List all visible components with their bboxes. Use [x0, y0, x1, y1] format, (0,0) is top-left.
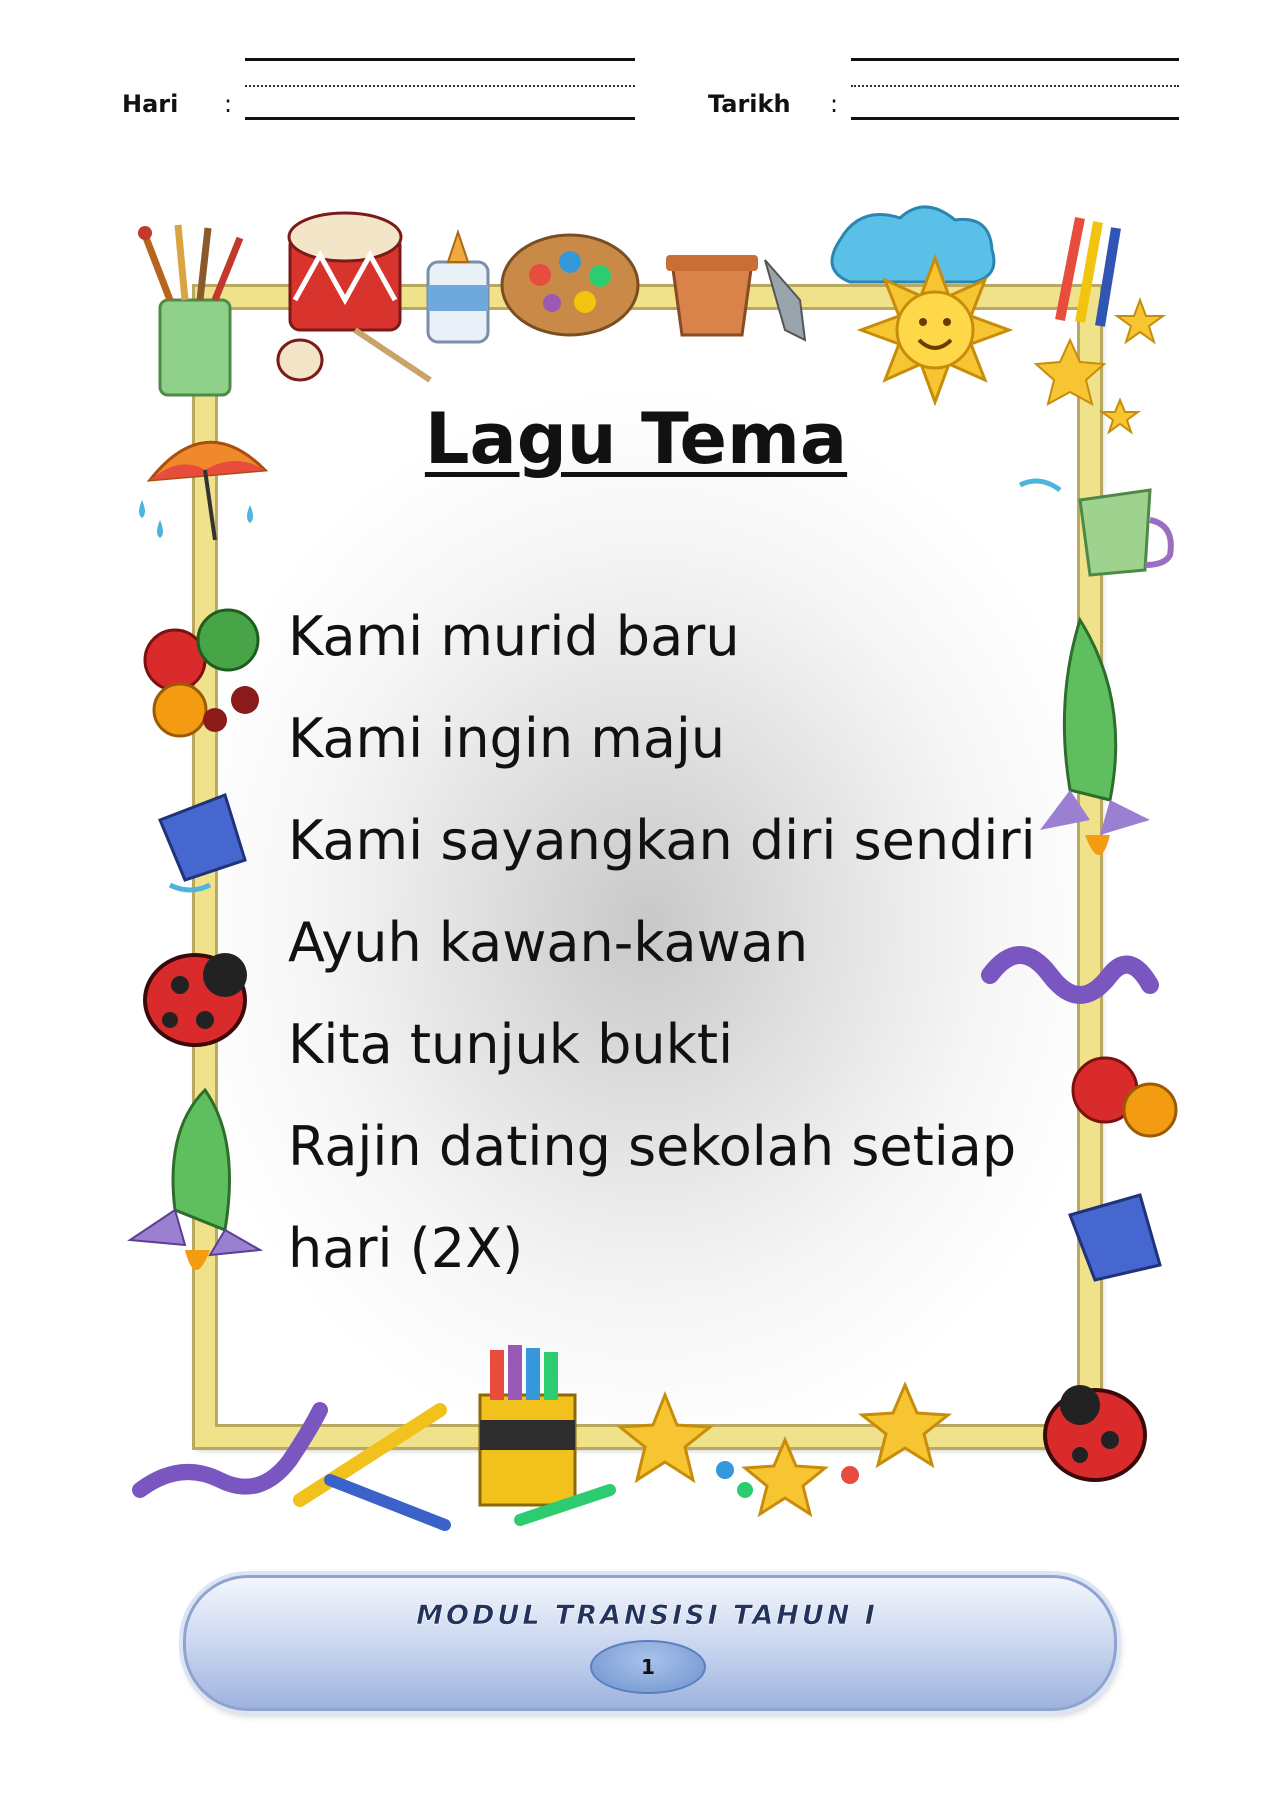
water-pitcher-icon: [160, 795, 245, 890]
water-pitcher-icon-right: [1070, 1195, 1160, 1280]
day-label: Hari: [122, 90, 179, 118]
date-colon: :: [830, 90, 839, 118]
lyric-line: Kami sayangkan diri sendiri: [288, 809, 1036, 872]
ladybug-icon: [145, 953, 247, 1045]
crayon-box-icon: [480, 1345, 610, 1520]
page-title: Lagu Tema: [424, 398, 848, 480]
worm-icon-bottom: [140, 1410, 320, 1490]
pencil-icon: [300, 1410, 445, 1525]
watering-cup-icon: [1020, 481, 1171, 575]
drum-icon: [278, 213, 430, 380]
day-colon: :: [224, 90, 233, 118]
paint-palette-icon: [502, 235, 638, 335]
ribbon-icon: [1060, 218, 1116, 326]
paintbrush-cup-icon: [138, 225, 240, 395]
lyric-line: Kami ingin maju: [288, 707, 726, 770]
glue-bottle-icon: [428, 232, 488, 342]
lyric-line: hari (2X): [288, 1217, 524, 1280]
page-number: 1: [590, 1640, 706, 1694]
star-beads-icon: [620, 1385, 948, 1514]
date-label: Tarikh: [708, 90, 791, 118]
rocket-icon: [130, 1090, 260, 1270]
module-title: MODUL TRANSISI TAHUN I: [416, 1600, 878, 1631]
rocket-icon-right: [1040, 620, 1150, 855]
worm-icon: [990, 955, 1176, 1136]
flower-pot-trowel-icon: [666, 255, 805, 340]
lyric-line: Rajin dating sekolah setiap: [288, 1115, 1017, 1178]
ladybug-icon-right: [1045, 1385, 1145, 1480]
sun-cloud-icon: [832, 207, 1009, 402]
lyric-line: Kami murid baru: [288, 605, 740, 668]
lyric-line: Ayuh kawan-kawan: [288, 911, 809, 974]
lyric-line: Kita tunjuk bukti: [288, 1013, 734, 1076]
fruit-icon: [145, 610, 259, 736]
